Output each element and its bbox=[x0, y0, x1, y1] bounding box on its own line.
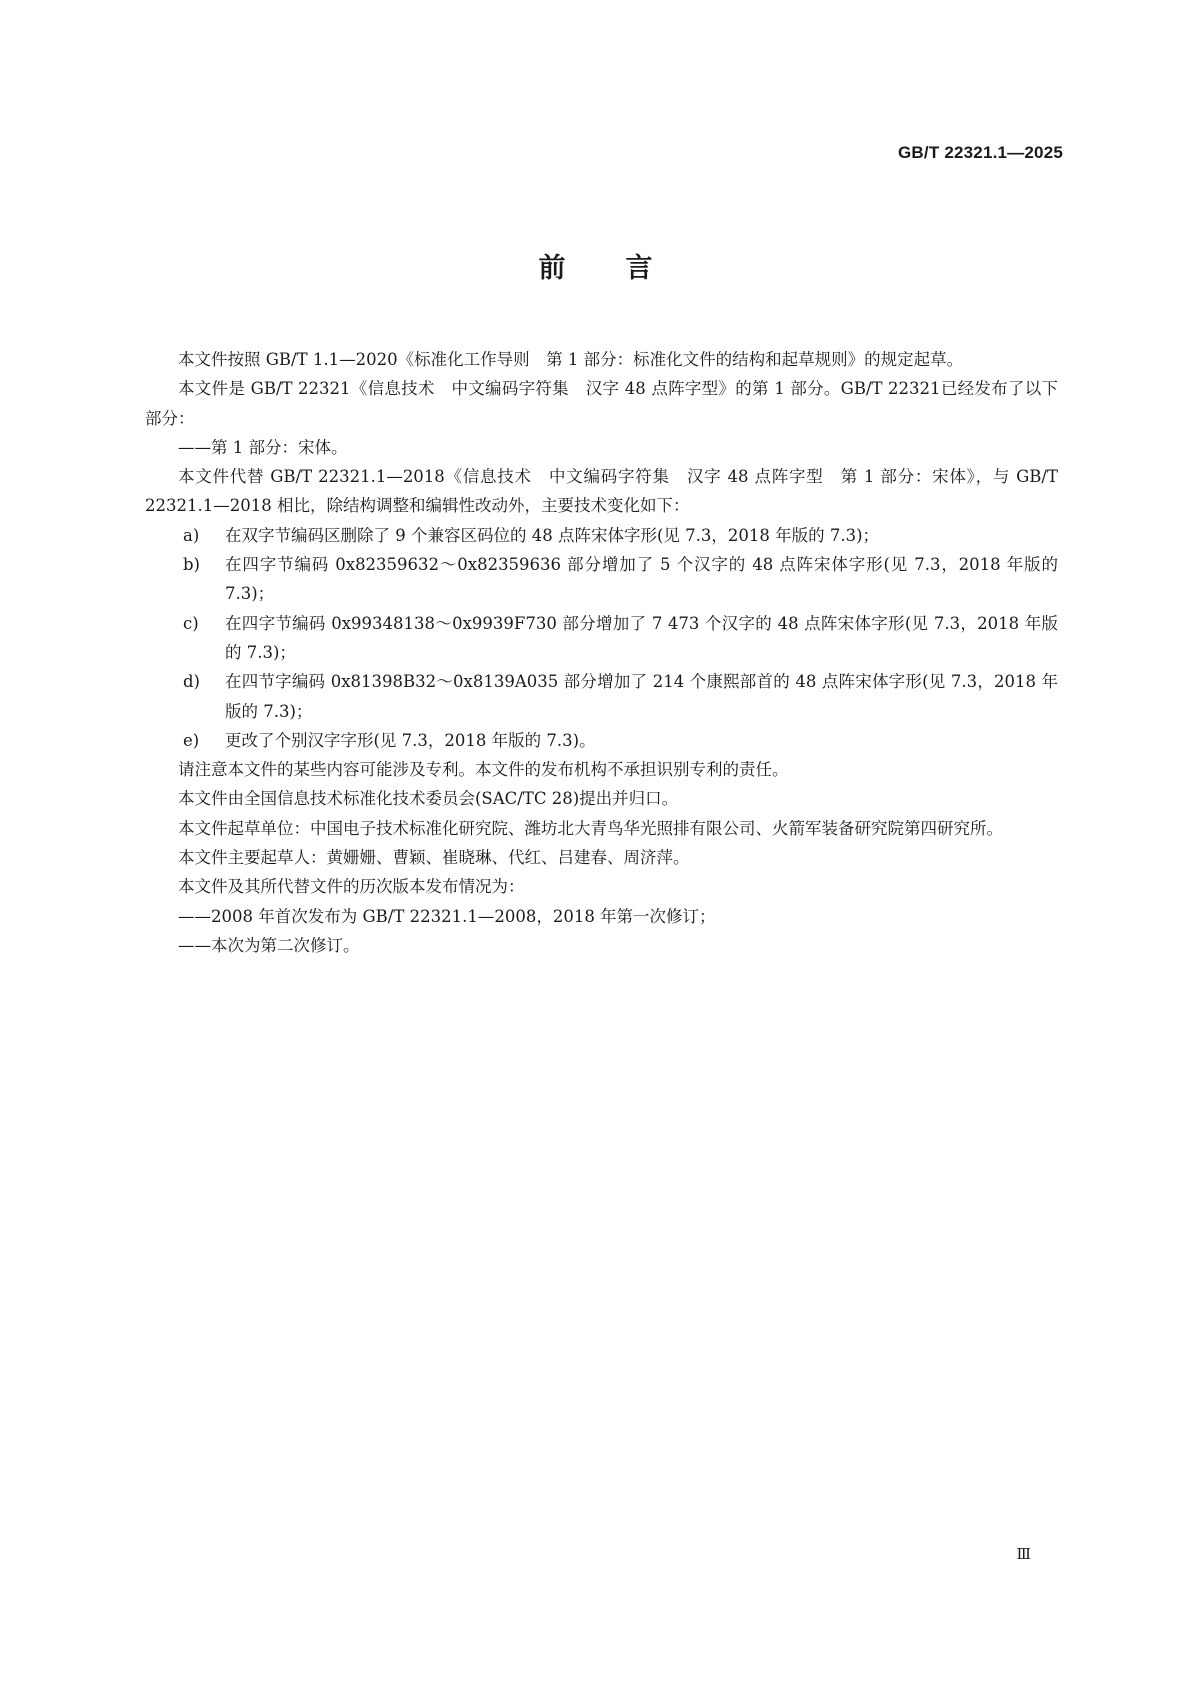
paragraph-history-intro: 本文件及其所代替文件的历次版本发布情况为： bbox=[178, 877, 525, 897]
change-item bbox=[145, 667, 1058, 726]
paragraph-patent-notice: 请注意本文件的某些内容可能涉及专利。本文件的发布机构不承担识别专利的责任。 bbox=[178, 760, 789, 780]
document-code: GB/T 22321.1—2025 bbox=[898, 143, 1063, 162]
changes-list bbox=[145, 521, 1058, 755]
paragraph-proposer: 本文件由全国信息技术标准化技术委员会(SAC/TC 28)提出并归口。 bbox=[178, 789, 679, 809]
page-number: Ⅲ bbox=[1016, 1547, 1031, 1563]
document-body bbox=[145, 345, 1058, 960]
change-item-text: 在四字节编码 0x82359632～0x82359636 部分增加了 5 个汉字的 48 点阵宋体字形(见 7.3，2018 年版的 7.3)； bbox=[225, 555, 1058, 604]
paragraph-replacement: 本文件代替 GB/T 22321.1—2018《信息技术 中文编码字符集 汉字 48 点阵字型 第 1 部分：宋体》，与 GB/T 22321.1—2018 相比，除结构调整和编辑性改动外，主要技术变化如下： bbox=[145, 467, 1058, 516]
change-item bbox=[145, 609, 1058, 668]
change-item-text: 更改了个别汉字字形(见 7.3，2018 年版的 7.3)。 bbox=[225, 730, 596, 750]
change-item bbox=[145, 726, 1058, 755]
history-item: ——2008 年首次发布为 GB/T 22321.1—2008，2018 年第一次修订； bbox=[178, 906, 716, 926]
change-item bbox=[145, 550, 1058, 609]
change-item-label: e) bbox=[183, 730, 200, 750]
change-item-text: 在双字节编码区删除了 9 个兼容区码位的 48 点阵宋体字形(见 7.3，2018 年版的 7.3)； bbox=[225, 525, 880, 545]
paragraph-part-info: 本文件是 GB/T 22321《信息技术 中文编码字符集 汉字 48 点阵字型》的第 1 部分。GB/T 22321已经发布了以下部分： bbox=[145, 379, 1058, 428]
part-list-item: ——第 1 部分：宋体。 bbox=[178, 437, 348, 457]
paragraph-drafting-rules: 本文件按照 GB/T 1.1—2020《标准化工作导则 第 1 部分：标准化文件的结构和起草规则》的规定起草。 bbox=[178, 350, 964, 369]
change-item-label: c) bbox=[183, 613, 199, 633]
change-item-text: 在四字节编码 0x99348138～0x9939F730 部分增加了 7 473 个汉字的 48 点阵宋体字形(见 7.3，2018 年版的 7.3)； bbox=[225, 613, 1058, 662]
change-item-text: 在四节字编码 0x81398B32～0x8139A035 部分增加了 214 个康熙部首的 48 点阵宋体字形(见 7.3，2018 年版的 7.3)； bbox=[225, 672, 1058, 721]
change-item bbox=[145, 521, 1058, 550]
history-item: ——本次为第二次修订。 bbox=[178, 935, 360, 955]
paragraph-drafting-units: 本文件起草单位：中国电子技术标准化研究院、潍坊北大青鸟华光照排有限公司、火箭军装备研究院第四研究所。 bbox=[178, 818, 1003, 838]
change-item-label: d) bbox=[183, 672, 200, 692]
change-item-label: a) bbox=[183, 525, 200, 545]
paragraph-drafters: 本文件主要起草人：黄姗姗、曹颖、崔晓琳、代红、吕建春、周济萍。 bbox=[178, 848, 690, 868]
change-item-label: b) bbox=[183, 555, 200, 575]
page-title: 前言 bbox=[538, 253, 713, 284]
